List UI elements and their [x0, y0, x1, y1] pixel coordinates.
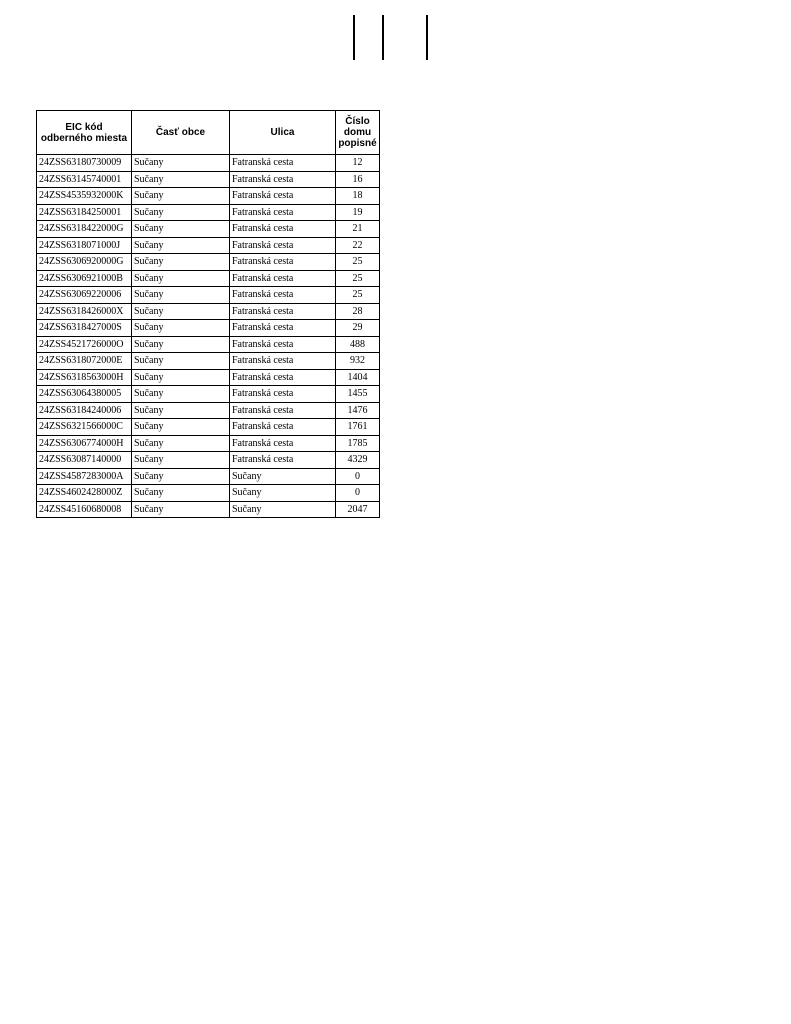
- cell-street: Fatranská cesta: [230, 320, 336, 337]
- cell-house-number: 2047: [336, 501, 380, 518]
- cell-eic-code: 24ZSS6318427000S: [37, 320, 132, 337]
- table-row: [37, 188, 380, 205]
- table-row: [37, 419, 380, 436]
- cell-municipality-part: Sučany: [132, 386, 230, 403]
- table-row: [37, 353, 380, 370]
- table-row: [37, 204, 380, 221]
- cell-municipality-part: Sučany: [132, 485, 230, 502]
- table-row: [37, 435, 380, 452]
- cell-street: Fatranská cesta: [230, 270, 336, 287]
- cell-house-number: 1785: [336, 435, 380, 452]
- cell-house-number: 0: [336, 485, 380, 502]
- table-row: [37, 485, 380, 502]
- cell-municipality-part: Sučany: [132, 188, 230, 205]
- cell-municipality-part: Sučany: [132, 435, 230, 452]
- cell-eic-code: 24ZSS6318563000H: [37, 369, 132, 386]
- cell-eic-code: 24ZSS6318071000J: [37, 237, 132, 254]
- cell-municipality-part: Sučany: [132, 452, 230, 469]
- cell-municipality-part: Sučany: [132, 303, 230, 320]
- cell-house-number: 1404: [336, 369, 380, 386]
- cell-eic-code: 24ZSS63184240006: [37, 402, 132, 419]
- table-row: [37, 369, 380, 386]
- cell-municipality-part: Sučany: [132, 353, 230, 370]
- cell-house-number: 4329: [336, 452, 380, 469]
- cell-street: Sučany: [230, 468, 336, 485]
- header-vertical-line-2: [382, 15, 384, 60]
- table-row: [37, 237, 380, 254]
- cell-eic-code: 24ZSS6318426000X: [37, 303, 132, 320]
- cell-street: Fatranská cesta: [230, 336, 336, 353]
- table-row: [37, 171, 380, 188]
- cell-eic-code: 24ZSS6318072000E: [37, 353, 132, 370]
- cell-house-number: 18: [336, 188, 380, 205]
- table-row: [37, 336, 380, 353]
- cell-eic-code: 24ZSS63064380005: [37, 386, 132, 403]
- cell-municipality-part: Sučany: [132, 369, 230, 386]
- cell-municipality-part: Sučany: [132, 204, 230, 221]
- table-row: [37, 386, 380, 403]
- cell-municipality-part: Sučany: [132, 221, 230, 238]
- table-row: [37, 468, 380, 485]
- cell-eic-code: 24ZSS63069220006: [37, 287, 132, 304]
- cell-house-number: 22: [336, 237, 380, 254]
- cell-street: Fatranská cesta: [230, 204, 336, 221]
- table-body: [37, 155, 380, 518]
- cell-house-number: 1455: [336, 386, 380, 403]
- header-house-number: Číslo domu popisné: [336, 111, 380, 155]
- table-row: [37, 303, 380, 320]
- cell-house-number: 28: [336, 303, 380, 320]
- cell-municipality-part: Sučany: [132, 237, 230, 254]
- cell-street: Fatranská cesta: [230, 171, 336, 188]
- cell-eic-code: 24ZSS4587283000A: [37, 468, 132, 485]
- cell-eic-code: 24ZSS6318422000G: [37, 221, 132, 238]
- cell-eic-code: 24ZSS6306774000H: [37, 435, 132, 452]
- cell-street: Fatranská cesta: [230, 287, 336, 304]
- cell-eic-code: 24ZSS6306921000B: [37, 270, 132, 287]
- cell-street: Fatranská cesta: [230, 435, 336, 452]
- cell-house-number: 25: [336, 287, 380, 304]
- table-row: [37, 254, 380, 271]
- header-vertical-line-3: [426, 15, 428, 60]
- header-eic-code: EIC kód odberného miesta: [37, 111, 132, 155]
- cell-house-number: 12: [336, 155, 380, 172]
- cell-house-number: 25: [336, 270, 380, 287]
- cell-street: Fatranská cesta: [230, 221, 336, 238]
- cell-municipality-part: Sučany: [132, 501, 230, 518]
- cell-street: Fatranská cesta: [230, 402, 336, 419]
- cell-street: Fatranská cesta: [230, 419, 336, 436]
- cell-street: Sučany: [230, 501, 336, 518]
- cell-street: Fatranská cesta: [230, 452, 336, 469]
- cell-municipality-part: Sučany: [132, 254, 230, 271]
- table-row: [37, 221, 380, 238]
- cell-house-number: 25: [336, 254, 380, 271]
- cell-municipality-part: Sučany: [132, 171, 230, 188]
- cell-house-number: 29: [336, 320, 380, 337]
- cell-house-number: 488: [336, 336, 380, 353]
- cell-eic-code: 24ZSS6321566000C: [37, 419, 132, 436]
- cell-street: Fatranská cesta: [230, 188, 336, 205]
- table-header-row: [37, 111, 380, 155]
- cell-house-number: 932: [336, 353, 380, 370]
- cell-house-number: 1476: [336, 402, 380, 419]
- cell-street: Fatranská cesta: [230, 254, 336, 271]
- cell-street: Fatranská cesta: [230, 386, 336, 403]
- cell-street: Fatranská cesta: [230, 369, 336, 386]
- cell-municipality-part: Sučany: [132, 287, 230, 304]
- cell-municipality-part: Sučany: [132, 336, 230, 353]
- cell-municipality-part: Sučany: [132, 402, 230, 419]
- cell-house-number: 21: [336, 221, 380, 238]
- cell-municipality-part: Sučany: [132, 419, 230, 436]
- cell-eic-code: 24ZSS63184250001: [37, 204, 132, 221]
- cell-house-number: 16: [336, 171, 380, 188]
- table-row: [37, 452, 380, 469]
- table-row: [37, 287, 380, 304]
- eic-points-table: [36, 110, 380, 518]
- cell-eic-code: 24ZSS4535932000K: [37, 188, 132, 205]
- cell-house-number: 19: [336, 204, 380, 221]
- cell-eic-code: 24ZSS63180730009: [37, 155, 132, 172]
- cell-eic-code: 24ZSS4521726000O: [37, 336, 132, 353]
- table-row: [37, 402, 380, 419]
- cell-street: Fatranská cesta: [230, 237, 336, 254]
- cell-eic-code: 24ZSS4602428000Z: [37, 485, 132, 502]
- cell-street: Fatranská cesta: [230, 353, 336, 370]
- cell-house-number: 1761: [336, 419, 380, 436]
- cell-eic-code: 24ZSS63145740001: [37, 171, 132, 188]
- header-vertical-line-1: [353, 15, 355, 60]
- header-street: Ulica: [230, 111, 336, 155]
- table-row: [37, 501, 380, 518]
- cell-municipality-part: Sučany: [132, 320, 230, 337]
- cell-street: Sučany: [230, 485, 336, 502]
- cell-municipality-part: Sučany: [132, 270, 230, 287]
- cell-eic-code: 24ZSS6306920000G: [37, 254, 132, 271]
- cell-municipality-part: Sučany: [132, 468, 230, 485]
- table-row: [37, 270, 380, 287]
- cell-street: Fatranská cesta: [230, 155, 336, 172]
- cell-eic-code: 24ZSS45160680008: [37, 501, 132, 518]
- table-row: [37, 155, 380, 172]
- table-row: [37, 320, 380, 337]
- cell-municipality-part: Sučany: [132, 155, 230, 172]
- cell-eic-code: 24ZSS63087140000: [37, 452, 132, 469]
- cell-street: Fatranská cesta: [230, 303, 336, 320]
- header-municipality-part: Časť obce: [132, 111, 230, 155]
- cell-house-number: 0: [336, 468, 380, 485]
